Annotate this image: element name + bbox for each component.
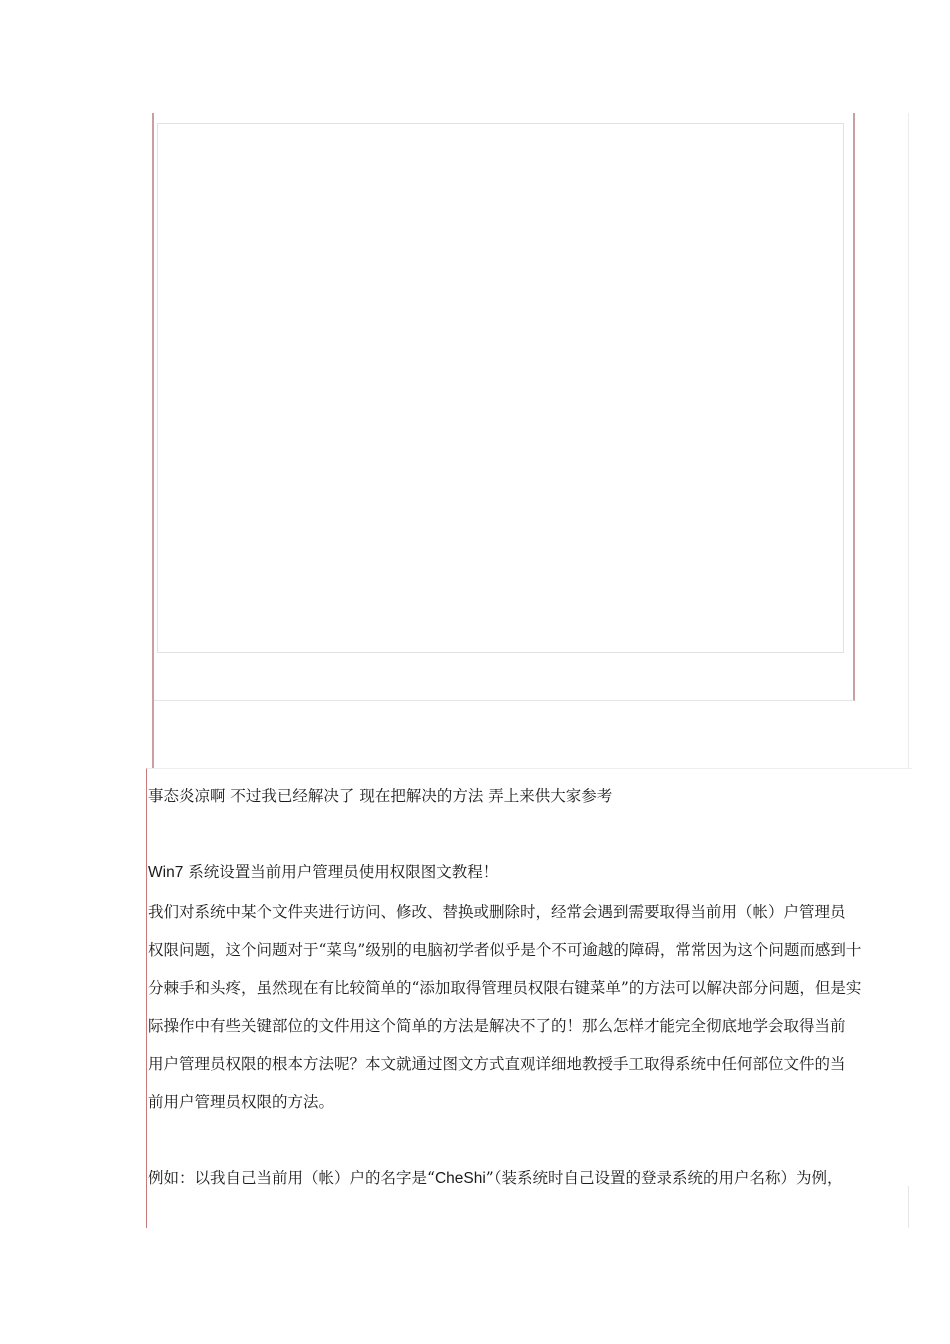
heading-text: 系统设置当前用户管理员使用权限图文教程！ — [183, 863, 499, 881]
example-prefix: 例如：以我自己当前用（帐）户的名字是“ — [148, 1169, 435, 1187]
paragraph-line: 前用户管理员权限的方法。 — [148, 1093, 335, 1111]
paragraph-line: 际操作中有些关键部位的文件用这个简单的方法是解决不了的！那么怎样才能完全彻底地学会取得当前 — [148, 1017, 846, 1035]
example-username: CheShi — [434, 1170, 486, 1187]
frame-left-rule — [152, 700, 154, 768]
embedded-image-placeholder — [157, 123, 844, 653]
paragraph-line: 用户管理员权限的根本方法呢？本文就通过图文方式直观详细地教授手工取得系统中任何部位文件的当 — [148, 1055, 846, 1073]
paragraph-line: 权限问题，这个问题对于“菜鸟”级别的电脑初学者似乎是个不可逾越的障碍，常常因为这个问题而感到十 — [148, 941, 862, 959]
article-heading — [148, 862, 498, 883]
body-right-rule — [908, 1186, 909, 1228]
paragraph-line: 分棘手和头疼，虽然现在有比较简单的“添加取得管理员权限右键菜单”的方法可以解决部分问题，但是实 — [148, 979, 862, 997]
frame-right-rule — [908, 113, 909, 768]
example-line — [148, 1168, 842, 1189]
article-body — [146, 768, 912, 1228]
paragraph-line: 我们对系统中某个文件夹进行访问、修改、替换或删除时，经常会遇到需要取得当前用（帐）户管理员 — [148, 903, 846, 921]
heading-latin: Win7 — [148, 864, 184, 881]
example-suffix: ”（装系统时自己设置的登录系统的用户名称）为例， — [485, 1169, 843, 1187]
intro-line: 事态炎凉啊 不过我已经解决了 现在把解决的方法 弄上来供大家参考 — [148, 787, 613, 805]
